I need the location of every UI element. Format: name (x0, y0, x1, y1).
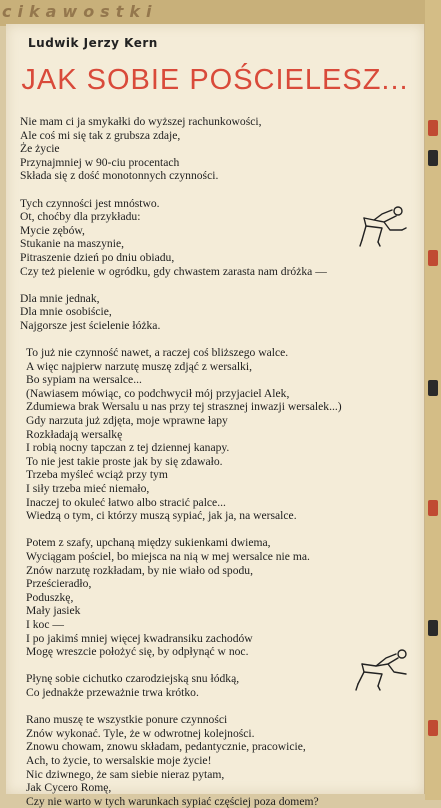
article-page (6, 24, 425, 808)
poem-line: Rano muszę te wszystkie ponure czynności (26, 713, 228, 727)
poem-line: Mały jasiek (26, 604, 81, 618)
poem-line: I siły trzeba mieć niemało, (26, 482, 150, 496)
right-decorative-edge (425, 0, 441, 800)
poem-line: To nie jest takie proste jak by się zdawało. (26, 454, 223, 468)
poem-line: To już nie czynność nawet, a raczej coś bliższego walce. (26, 346, 289, 360)
poem-line: Potem z szafy, upchaną między sukienkami dwiema, (26, 536, 271, 550)
edge-block (428, 380, 438, 396)
poem-line: Znowu chowam, znowu składam, pedantycznie, pracowicie, (26, 740, 306, 754)
poem-line: Czy nie warto w tych warunkach sypiać częściej poza domem? (26, 794, 319, 808)
poem-line: Jak Cycero Romę, (26, 781, 112, 795)
poem-stanza (20, 346, 416, 523)
poem-line: Wiedzą o tym, ci którzy muszą sypiać, jak ja, na wersalce. (26, 509, 297, 523)
poem-line: Czy też pielenie w ogródku, gdy chwastem zarasta nam dróżka — (20, 264, 327, 278)
poem-line: Prześcieradło, (26, 577, 92, 591)
edge-block (428, 250, 438, 266)
poem-line: A więc najpierw narzutę muszę zdjąć z wersalki, (26, 359, 252, 373)
poem-line: Przynajmniej w 90-ciu procentach (20, 155, 180, 169)
poem-line: Ot, choćby dla przykładu: (20, 210, 141, 224)
edge-block (428, 120, 438, 136)
poem-line: Płynę sobie cichutko czarodziejską snu łódką, (26, 672, 240, 686)
poem-line: Dla mnie osobiście, (20, 305, 112, 319)
poem-line: Wyciągam pościel, bo miejsca na nią w mej wersalce nie ma. (26, 550, 310, 563)
poem-line: I po jakimś mniej więcej kwadransiku zachodów (26, 631, 253, 645)
header-strip-text: cikawostki (2, 2, 158, 21)
reclining-man-chair-illustration-2 (352, 644, 414, 692)
poem-line: Poduszkę, (26, 590, 74, 604)
poem-stanza (20, 292, 416, 333)
poem-line: Gdy narzuta już zdjęta, moje wprawne łapy (26, 414, 228, 428)
poem-line: I robią nocny tapczan z tej dziennej kanapy. (26, 441, 230, 455)
poem-line: Najgorsze jest ścielenie łóżka. (20, 318, 161, 332)
edge-block (428, 720, 438, 736)
poem-line: Nie mam ci ja smykałki do wyższej rachunkowości, (20, 115, 262, 128)
edge-block (428, 500, 438, 516)
poem-line: Ale coś mi się tak z grubsza zdaje, (20, 128, 181, 142)
poem-line: Trzeba myśleć wciąż przy tym (26, 468, 168, 482)
poem-line: Zdumiewa brak Wersalu u nas przy tej strasznej inwazji wersalek...) (26, 400, 342, 414)
poem-line: (Nawiasem mówiąc, co podchwycił mój przyjaciel Alek, (26, 386, 290, 400)
article-title: JAK SOBIE POŚCIELESZ... (21, 64, 409, 96)
poem-line: Rozkładają wersalkę (26, 427, 123, 441)
poem-line: Znów narzutę rozkładam, by nie wiało od spodu, (26, 563, 253, 577)
poem-line: Co jednakże przeważnie trwa krótko. (26, 685, 199, 699)
poem-line: Dla mnie jednak, (20, 291, 100, 305)
poem-line: Znów wykonać. Tyle, że w odwrotnej kolejności. (26, 726, 255, 740)
edge-block (428, 620, 438, 636)
poem-stanza (20, 115, 416, 183)
poem-line: Składa się z dość monotonnych czynności. (20, 169, 219, 183)
poem-line: Że życie (20, 142, 60, 156)
poem-stanza (20, 536, 416, 658)
header-decorative-strip (0, 0, 441, 26)
poem-line: Tych czynności jest mnóstwo. (20, 196, 160, 210)
poem-line: Pitraszenie dzień po dniu obiadu, (20, 250, 175, 264)
poem-line: I koc — (26, 617, 64, 631)
edge-block (428, 150, 438, 166)
poem-line: Nic dziwnego, że sam siebie nieraz pytam, (26, 767, 225, 781)
reclining-man-chair-illustration (352, 200, 414, 248)
poem-line: Ach, to życie, to wersalskie moje życie! (26, 753, 212, 767)
author-name: Ludwik Jerzy Kern (28, 36, 158, 50)
poem-line: Bo sypiam na wersalce... (26, 373, 142, 387)
poem-line: Stukanie na maszynie, (20, 237, 124, 251)
poem-line: Mycie zębów, (20, 223, 85, 237)
poem-line: Mogę wreszcie położyć się, by odpłynąć w noc. (26, 645, 249, 659)
poem-stanza (20, 713, 416, 808)
poem-line: Inaczej to okuleć łatwo albo stracić palce... (26, 495, 226, 509)
